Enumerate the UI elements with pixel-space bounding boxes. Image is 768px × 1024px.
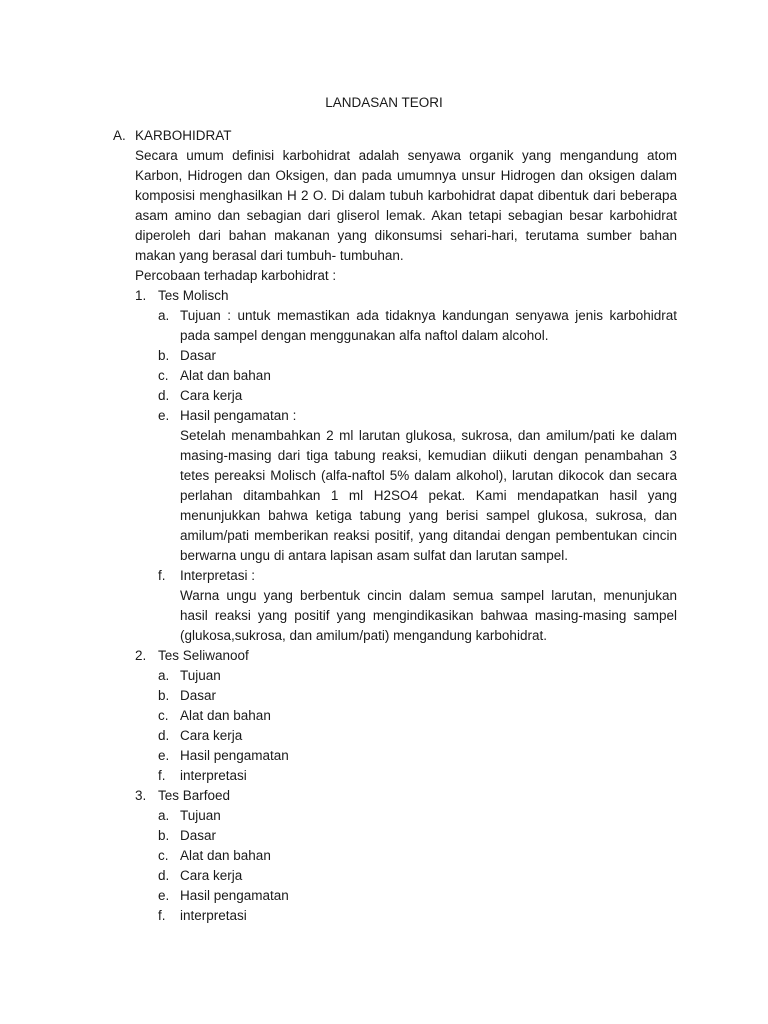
item-letter: d. <box>158 868 170 883</box>
test-name: Tes Seliwanoof <box>158 648 249 663</box>
item-text: Hasil pengamatan <box>180 748 289 763</box>
item-letter: e. <box>158 748 170 763</box>
experiments-label: Percobaan terhadap karbohidrat : <box>135 268 337 283</box>
item-text: Hasil pengamatan <box>180 888 289 903</box>
item-letter: f. <box>158 568 166 583</box>
test-name: Tes Molisch <box>158 288 229 303</box>
item-text: Alat dan bahan <box>180 368 271 383</box>
test-number: 2. <box>135 648 147 663</box>
page-title: LANDASAN TEORI <box>325 95 443 110</box>
item-letter: b. <box>158 348 170 363</box>
item-letter: f. <box>158 768 166 783</box>
section-title: KARBOHIDRAT <box>135 128 232 143</box>
item-letter: c. <box>158 368 169 383</box>
item-letter: a. <box>158 668 170 683</box>
item-text: Tujuan <box>180 668 221 683</box>
item-letter: e. <box>158 408 170 423</box>
item-text: Dasar <box>180 348 217 363</box>
test-number: 3. <box>135 788 147 803</box>
item-text: Dasar <box>180 688 217 703</box>
item-letter: c. <box>158 708 169 723</box>
item-letter: d. <box>158 728 170 743</box>
item-detail-paragraph: Setelah menambahkan 2 ml larutan glukosa, sukrosa, dan amilum/pati ke dalam masing-masing dari tiga tabung reaksi, kemudian diikuti dengan penambahan 3 tetes pereaksi Molisch (alfa-naftol 5% dalam alkohol), larutan dikocok dan secara perlahan ditambahkan 1 ml H2SO4 pekat. Kami mendapatkan hasil yang menunjukkan bahwa ketiga tabung yang berisi sampel glukosa, sukrosa, dan amilum/pati memberikan reaksi positif, yang ditandai dengan pembentukan cincin berwarna ungu di antara lapisan asam sulfat dan larutan sampel. <box>180 428 677 563</box>
item-text: Hasil pengamatan : <box>180 408 297 423</box>
item-letter: b. <box>158 828 170 843</box>
item-text: Cara kerja <box>180 388 243 403</box>
item-letter: c. <box>158 848 169 863</box>
item-letter: a. <box>158 308 170 323</box>
item-text: Tujuan : untuk memastikan ada tidaknya kandungan senyawa jenis karbohidrat pada sampel dengan menggunakan alfa naftol dalam alcohol. <box>180 308 677 343</box>
item-text: Dasar <box>180 828 217 843</box>
item-letter: d. <box>158 388 170 403</box>
item-detail-paragraph: Warna ungu yang berbentuk cincin dalam semua sampel larutan, menunjukan hasil reaksi yang positif yang mengindikasikan bahwaa masing-masing sampel (glukosa,sukrosa, dan amilum/pati) mengandung karbohidrat. <box>180 588 677 643</box>
item-text: Interpretasi : <box>180 568 256 583</box>
item-letter: a. <box>158 808 170 823</box>
item-letter: f. <box>158 908 166 923</box>
item-text: interpretasi <box>180 768 247 783</box>
item-text: Cara kerja <box>180 868 243 883</box>
section-letter: A. <box>113 128 126 143</box>
item-text: Tujuan <box>180 808 221 823</box>
test-name: Tes Barfoed <box>158 788 231 803</box>
item-text: interpretasi <box>180 908 247 923</box>
item-text: Alat dan bahan <box>180 848 271 863</box>
section-heading <box>113 126 232 146</box>
item-letter: e. <box>158 888 170 903</box>
intro-paragraph: Secara umum definisi karbohidrat adalah senyawa organik yang mengandung atom Karbon, Hidrogen dan Oksigen, dan pada umumnya unsur Hidrogen dan oksigen dalam komposisi menghasilkan H 2 O. Di dalam tubuh karbohidrat dapat dibentuk dari beberapa asam amino dan sebagian dari gliserol lemak. Akan tetapi sebagian besar karbohidrat diperoleh dari bahan makanan yang dikonsumsi sehari-hari, terutama sumber bahan makan yang berasal dari tumbuh- tumbuhan. <box>135 148 677 263</box>
test-number: 1. <box>135 288 147 303</box>
item-letter: b. <box>158 688 170 703</box>
item-text: Alat dan bahan <box>180 708 271 723</box>
item-text: Cara kerja <box>180 728 243 743</box>
